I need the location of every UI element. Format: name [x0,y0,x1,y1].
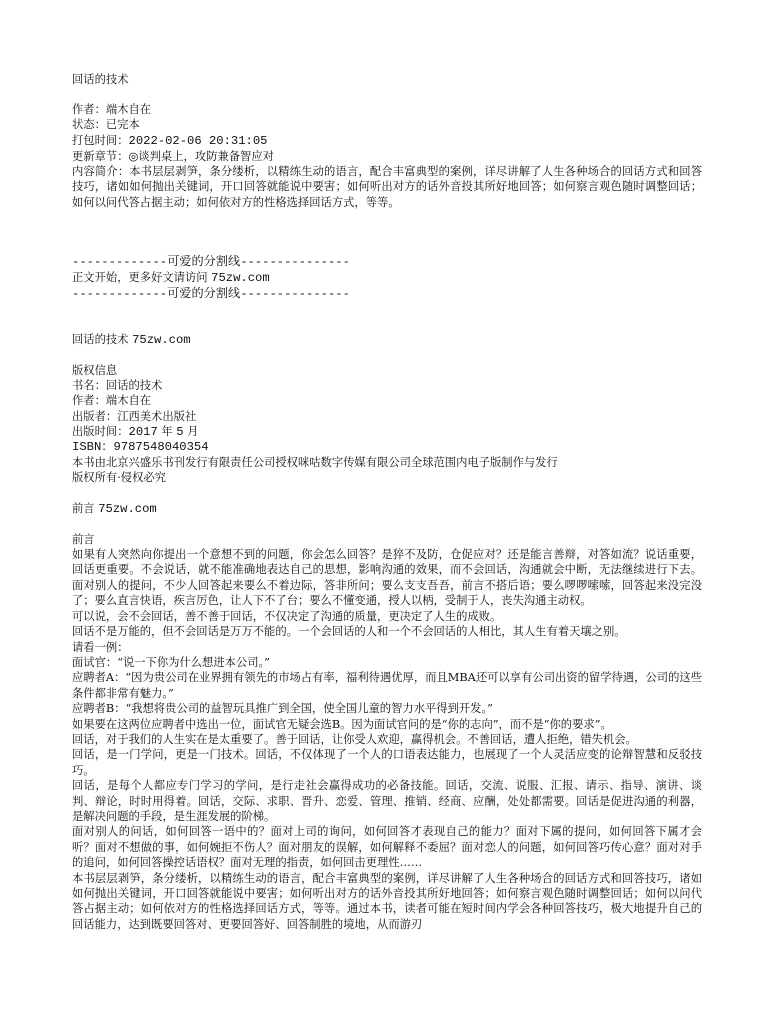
copyright-heading: 版权信息 [72,364,118,378]
preface-paragraph: 回话，对于我们的人生实在是太重要了。善于回话，让你受人欢迎，赢得机会。不善回话，遭人拒绝，错失机会。 [72,732,637,746]
pub-date-prefix: 出版时间： [72,424,129,438]
pub-date-month: 5 [176,424,184,439]
rights-line: 版权所有·侵权必究 [72,471,166,485]
preface-paragraph: 本书层层剥笋，条分缕析，以精练生动的语言，配合丰富典型的案例，详尽讲解了人生各种场合的回话方式和回答技巧，诸如如何抛出关键词，开口回答就能说中要害；如何听出对方的话外音投其所好地回答；如何察言观色随时调整回话；如何以问代答占据主动；如何依对方的性格选择回话方式，等等。通过本书，读者可能在短时间内学会各种回答技巧，极大地提升自己的回话能力，达到既要回答对、更要回答好、回答制胜的境地，从而游刃 [72,871,702,931]
preface-paragraph: 回话不是万能的，但不会回话是万万不能的。一个会回话的人和一个不会回话的人相比，其人生有着天壤之别。 [72,625,626,639]
site-link[interactable]: 75zw.com [211,271,270,286]
preface-label: 前言 [72,532,95,546]
pub-date-year: 2017 [128,424,158,439]
pack-time-value: 2022-02-06 20:31:05 [128,133,268,148]
copyright-author-line: 作者：端木自在 [72,394,152,408]
pub-date-mid: 年 [161,424,173,438]
preface-paragraph: 面对别人的问话，如何回答一语中的？面对上司的询问，如何回答才表现自己的能力？面对下属的提问，如何回答下属才会听？面对不想做的事，如何婉拒不伤人？面对朋友的误解，如何解释不委屈？面对恋人的问题，如何回答巧传心意？面对对手的追问，如何回答操控话语权？面对无理的指责，如何回击更理性…… [72,825,702,870]
preface-paragraph: 请看一例： [72,640,129,654]
preface-paragraph: 应聘者A：“因为贵公司在业界拥有领先的市场占有率，福利待遇优厚，而且MBA还可以享有公司出资的留学待遇，公司的这些条件都非常有魅力。” [72,671,702,700]
document-title: 回话的技术 [72,73,129,86]
preface-paragraph: 如果要在这两位应聘者中选出一位，面试官无疑会选B。因为面试官问的是“你的志向”，而不是“你的要求”。 [72,717,612,731]
book-name-line: 书名：回话的技术 [72,379,163,393]
status-line: 状态：已完本 [72,118,140,132]
isbn-line: ISBN：9787548040354 [72,440,209,455]
preface-heading-site: 75zw.com [98,501,157,516]
author-line: 作者：端木自在 [72,103,152,117]
intro-paragraph: 内容简介：本书层层剥笋，条分缕析，以精练生动的语言，配合丰富典型的案例，详尽讲解了人生各种场合的回话方式和回答技巧，诸如如何抛出关键词，开口回答就能说中要害；如何听出对方的话外音投其所好地回答；如何察言观色随时调整回话；如何以问代答占据主动；如何依对方的性格选择回话方式，等等。 [72,165,702,209]
preface-paragraph: 可以说，会不会回话，善不善于回话，不仅决定了沟通的质量，更决定了人生的成败。 [72,609,502,623]
document-page [72,72,702,932]
book-heading [72,332,702,348]
publisher-line: 出版者：江西美术出版社 [72,409,197,423]
pack-time-line [72,133,702,149]
divider-middle-text: 正文开始，更多好文请访问 [72,271,212,285]
divider-middle [72,270,702,286]
book-heading-title: 回话的技术 [72,332,133,346]
license-line: 本书由北京兴盛乐书刊发行有限责任公司授权咪咕数字传媒有限公司全球范围内电子版制作与发行 [72,456,558,470]
preface-paragraph: 回话，是一门学问，更是一门技术。回话，不仅体现了一个人的口语表达能力，也展现了一个人灵活应变的论辩智慧和反驳技巧。 [72,748,702,777]
pack-time-label: 打包时间： [72,133,129,147]
preface-paragraph: 如果有人突然向你提出一个意想不到的问题，你会怎么回答？是猝不及防，仓促应对？还是能言善辩，对答如流？说话重要，回话更重要。不会说话，就不能准确地表达自己的思想，影响沟通的效果，而不会回话，沟通就会中断，无法继续进行下去。面对别人的提问，不少人回答起来要么不着边际，答非所问；要么支支吾吾，前言不搭后语；要么啰啰嗦嗦，回答起来没完没了；要么直言快语，疾言厉色，让人下不了台；要么不懂变通，授人以柄，受制于人，丧失沟通主动权。 [72,548,702,608]
divider-bottom: -------------可爱的分割线--------------- [72,286,350,301]
pub-date-line [72,424,702,440]
preface-paragraph: 面试官：“说一下你为什么想进本公司。” [72,655,270,669]
preface-heading-title: 前言 [72,501,99,515]
divider-top: -------------可爱的分割线--------------- [72,255,350,270]
update-chapter-line: 更新章节：◎谈判桌上，攻防兼备智应对 [72,149,274,163]
pub-date-suffix: 月 [187,424,199,438]
preface-paragraph: 应聘者B：“我想将贵公司的益智玩具推广到全国，使全国儿童的智力水平得到开发。” [72,702,493,716]
book-heading-site: 75zw.com [132,332,191,347]
preface-paragraph: 回话，是每个人都应专门学习的学问，是行走社会赢得成功的必备技能。回话，交流、说服、汇报、请示、指导、演讲、谈判、辩论，时时用得着。回话，交际、求职、晋升、恋爱、管理、推销、经商、应酬，处处都需要。回话是促进沟通的利器，是解决问题的手段，是生涯发展的阶梯。 [72,779,702,823]
preface-heading [72,501,702,517]
